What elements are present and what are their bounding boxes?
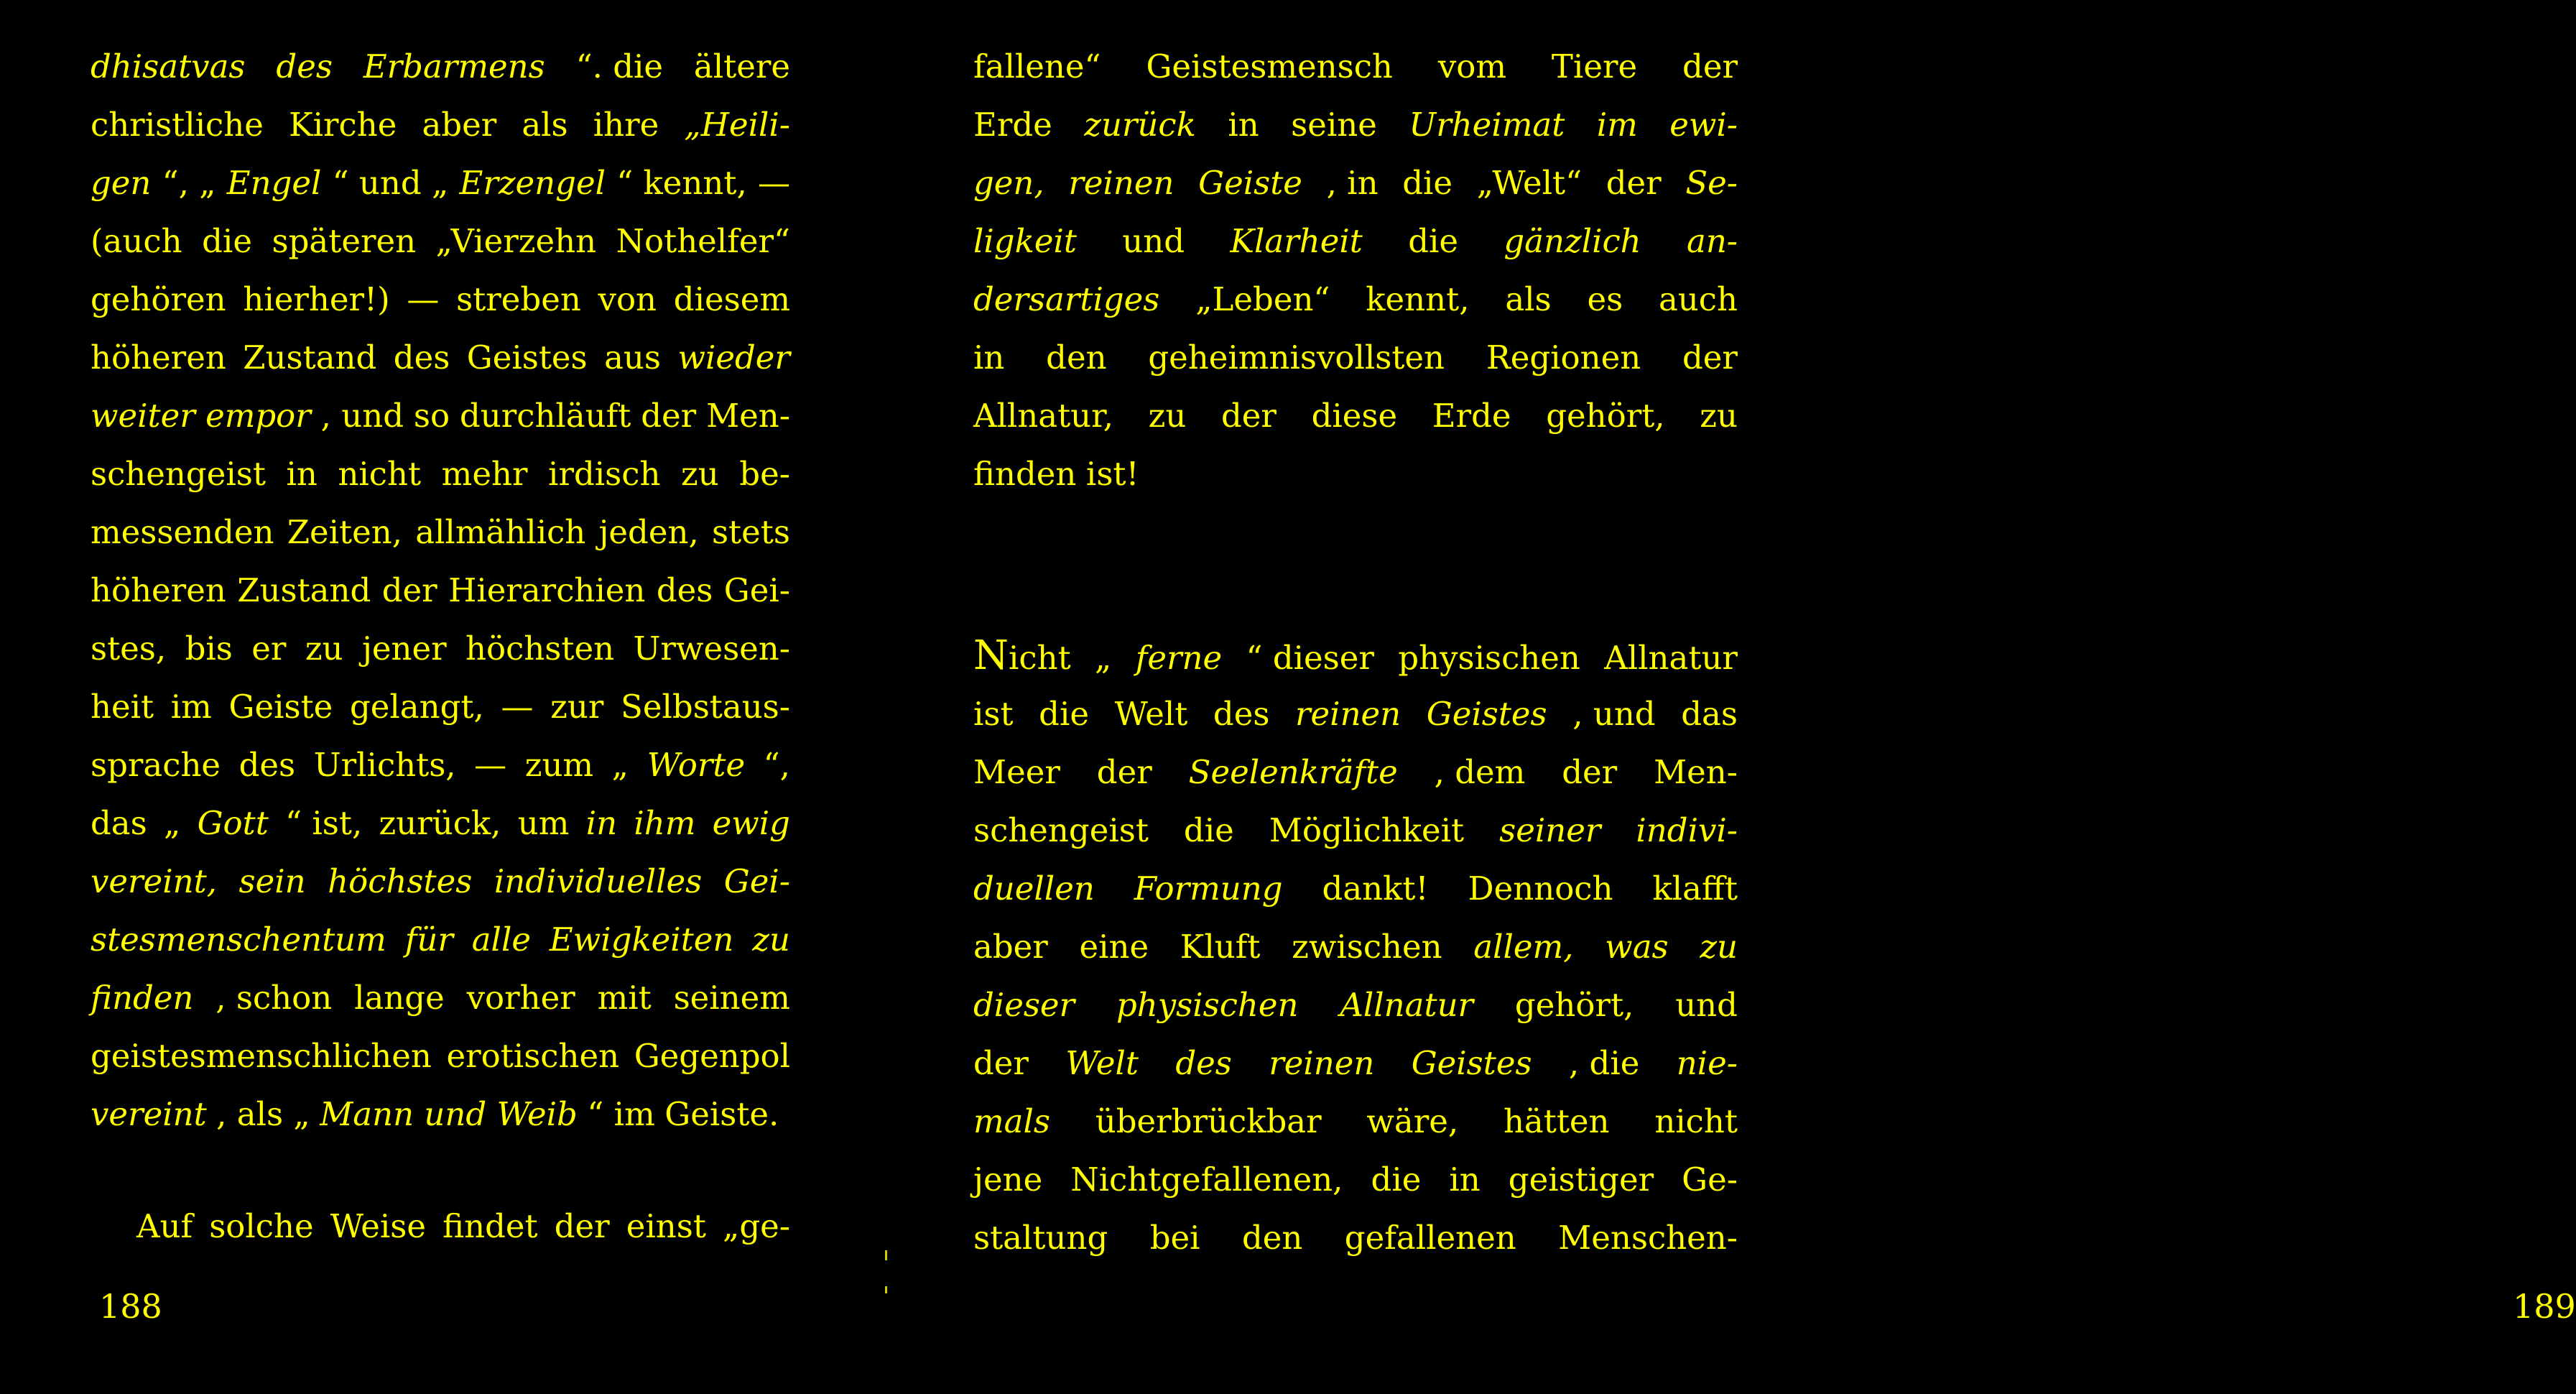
line-text: die	[1402, 164, 1453, 202]
line-text: , die	[1568, 1044, 1640, 1082]
line-text: in	[1228, 106, 1259, 144]
line-text: überbrückbar	[1095, 1102, 1322, 1140]
line-text: zwischen	[1292, 928, 1442, 966]
line-text: zu	[1148, 397, 1187, 435]
line-text: in	[585, 804, 618, 842]
gutter-mark	[885, 1286, 887, 1293]
line-text: des	[276, 47, 333, 86]
line-text: Meer	[973, 753, 1060, 791]
line-text: vereint,	[91, 862, 217, 900]
line-text: der	[1562, 753, 1618, 791]
line-text: aber	[973, 928, 1048, 966]
line-text: das	[91, 804, 147, 842]
line-text: ewi-	[1669, 106, 1738, 144]
line-text: Allnatur,	[973, 397, 1114, 435]
text-line	[973, 37, 1738, 96]
line-text: jene	[973, 1160, 1043, 1199]
line-text: Zustand	[237, 571, 371, 609]
line-text: höheren	[91, 571, 226, 609]
line-text: reinen	[1068, 164, 1175, 202]
line-text: lange	[354, 979, 445, 1017]
paragraph-end-line	[91, 1085, 790, 1143]
line-text: physischen	[1398, 639, 1580, 677]
line-text: irdisch	[548, 455, 661, 493]
line-text: nicht	[338, 455, 422, 493]
line-text: “,	[763, 746, 790, 784]
line-text: finden	[91, 979, 194, 1017]
line-text: Regionen	[1486, 338, 1641, 377]
line-text: Worte	[647, 746, 746, 784]
line-text: er	[251, 629, 287, 668]
paragraph-start-line	[91, 1197, 790, 1255]
line-text: ihm	[634, 804, 696, 842]
line-text: geistesmenschlichen	[91, 1037, 432, 1075]
line-text: Welt	[1065, 1044, 1139, 1082]
line-text: weiter empor	[91, 397, 311, 435]
line-text: Geistes	[466, 338, 588, 377]
line-text: „	[164, 804, 181, 842]
line-text: “ ist,	[285, 804, 363, 842]
line-text: Menschen-	[1558, 1219, 1738, 1257]
line-text: der	[1220, 397, 1277, 435]
line-text: sein	[238, 862, 306, 900]
line-text: Gegenpol	[634, 1037, 790, 1075]
line-text: höchsten	[465, 629, 615, 668]
line-text: stets	[711, 513, 790, 551]
line-text: Weise	[330, 1207, 427, 1245]
text-line	[973, 1209, 1738, 1267]
text-line	[973, 387, 1738, 445]
line-text: höchstes	[328, 862, 473, 900]
text-line	[973, 685, 1738, 743]
text-line	[973, 743, 1738, 801]
line-text: Klarheit	[1230, 222, 1363, 260]
line-text: finden	[973, 455, 1077, 493]
line-text: Erde	[973, 106, 1052, 144]
line-text: Men-	[706, 397, 790, 435]
line-text: gehören	[91, 280, 226, 318]
line-text: wieder	[677, 338, 790, 377]
line-text: zum	[524, 746, 594, 784]
line-text: späteren	[272, 222, 417, 260]
line-text: “ dieser	[1246, 639, 1374, 677]
line-text: den	[1046, 338, 1107, 377]
line-text: zu	[1700, 928, 1738, 966]
line-text: zurück,	[379, 804, 501, 842]
line-text: die	[202, 222, 252, 260]
text-line	[973, 96, 1738, 154]
line-text: Erbarmens	[363, 47, 545, 86]
line-text: gehört,	[1546, 397, 1665, 435]
line-text: dersartiges	[973, 280, 1160, 318]
line-text: Ewigkeiten	[549, 920, 734, 959]
left-page-text	[91, 37, 790, 1255]
line-text: im	[170, 688, 212, 726]
line-text: die	[1371, 1160, 1422, 1199]
line-text: „Welt“	[1476, 164, 1583, 202]
line-text: die	[1039, 695, 1090, 733]
line-text: —	[757, 164, 790, 202]
text-line	[91, 387, 790, 445]
line-text: das	[1681, 695, 1738, 733]
line-text: bei	[1149, 1219, 1200, 1257]
line-text: „	[1095, 639, 1112, 677]
line-text: gänzlich	[1504, 222, 1641, 260]
line-text: ligkeit	[973, 222, 1077, 260]
line-text: zurück	[1084, 106, 1196, 144]
line-text: Gei-	[723, 571, 790, 609]
text-line	[91, 794, 790, 852]
line-text: Allnatur	[1340, 986, 1474, 1024]
line-text: , dem	[1434, 753, 1526, 791]
text-line	[91, 154, 790, 212]
line-text: heit	[91, 688, 154, 726]
line-text: Selbstaus-	[621, 688, 790, 726]
line-text: messenden	[91, 513, 274, 551]
line-text: Kluft	[1180, 928, 1261, 966]
line-text: an-	[1686, 222, 1738, 260]
line-text: Geiste	[1198, 164, 1302, 202]
line-text: seine	[1291, 106, 1377, 144]
line-text: erotischen	[446, 1037, 620, 1075]
line-text: der	[1682, 338, 1738, 377]
line-text: „Heili-	[684, 106, 790, 144]
line-text: , als „	[216, 1095, 310, 1133]
line-text: Seelenkräfte	[1188, 753, 1398, 791]
line-text: Urheimat	[1409, 106, 1565, 144]
line-text: “ im	[587, 1095, 655, 1133]
line-text: reinen	[1269, 1044, 1375, 1082]
line-text: Geiste	[228, 688, 333, 726]
page-number-left: 188	[99, 1287, 162, 1326]
line-text: dieser	[973, 986, 1075, 1024]
text-line	[973, 328, 1738, 387]
line-text: klafft	[1652, 869, 1738, 908]
line-text: die	[1183, 811, 1234, 849]
line-text: zur	[550, 688, 604, 726]
line-text: nicht	[1654, 1102, 1738, 1140]
line-text: mit	[597, 979, 652, 1017]
line-text: , in	[1326, 164, 1379, 202]
line-text: fallene“	[973, 47, 1101, 86]
line-text: ferne	[1135, 639, 1223, 677]
line-text: im	[1596, 106, 1638, 144]
text-line	[91, 561, 790, 619]
text-line	[91, 445, 790, 503]
line-text: Engel	[226, 164, 322, 202]
line-text: Nothelfer“	[616, 222, 790, 260]
line-text: von	[598, 280, 657, 318]
line-text: des	[1213, 695, 1270, 733]
line-text: reinen	[1295, 695, 1401, 733]
line-text: duellen	[973, 869, 1095, 908]
line-text: „	[611, 746, 629, 784]
line-text: gen,	[973, 164, 1044, 202]
line-text: als	[1505, 280, 1552, 318]
text-line	[91, 503, 790, 561]
line-text: stes,	[91, 629, 167, 668]
line-text: allmählich	[415, 513, 586, 551]
line-text: „Vierzehn	[435, 222, 597, 260]
line-text: eine	[1079, 928, 1149, 966]
line-text: der	[641, 397, 697, 435]
line-text: Nicht	[973, 632, 1071, 679]
line-text: Urlichts,	[313, 746, 456, 784]
text-line	[973, 212, 1738, 270]
line-text: die	[1408, 222, 1459, 260]
line-text: Tiere	[1551, 47, 1638, 86]
line-text: diesem	[673, 280, 790, 318]
line-text: zu	[1700, 397, 1738, 435]
line-text: —	[501, 688, 534, 726]
line-text: —	[474, 746, 507, 784]
text-line	[91, 852, 790, 910]
line-text: dankt!	[1322, 869, 1429, 908]
line-text: und	[1675, 986, 1738, 1024]
text-line	[91, 969, 790, 1027]
text-line	[973, 154, 1738, 212]
line-text: zu	[681, 455, 719, 493]
line-text: den	[1241, 1219, 1303, 1257]
line-text: durchläuft	[459, 397, 631, 435]
line-text: einst	[626, 1207, 706, 1245]
line-text: mals	[973, 1102, 1050, 1140]
line-text: Geiste.	[664, 1095, 779, 1133]
line-text: in	[286, 455, 318, 493]
text-line	[91, 619, 790, 678]
line-text: gefallenen	[1344, 1219, 1516, 1257]
line-text: bis	[185, 629, 233, 668]
text-line	[973, 1150, 1738, 1209]
line-text: vorher	[466, 979, 575, 1017]
line-text: was	[1605, 928, 1669, 966]
line-text: hierher!)	[243, 280, 390, 318]
line-text: es	[1587, 280, 1623, 318]
line-text: mehr	[441, 455, 528, 493]
text-line	[91, 1027, 790, 1085]
text-line	[973, 859, 1738, 918]
line-text: des	[238, 746, 296, 784]
line-text: des	[656, 571, 713, 609]
line-text: sprache	[91, 746, 221, 784]
paragraph-gap	[91, 1143, 790, 1197]
line-text: für	[404, 920, 453, 959]
line-text: physischen	[1116, 986, 1299, 1024]
line-text: in	[973, 338, 1005, 377]
text-line	[91, 736, 790, 794]
line-text: stesmenschentum	[91, 920, 386, 959]
line-text: der	[381, 571, 437, 609]
line-text: be-	[739, 455, 790, 493]
line-text: Hierarchien	[448, 571, 646, 609]
line-text: ist	[973, 695, 1014, 733]
text-line	[973, 1034, 1738, 1092]
text-line	[91, 328, 790, 387]
line-text: als	[522, 106, 568, 144]
line-text: aus	[604, 338, 661, 377]
line-text: “. die	[575, 47, 664, 86]
line-text: zu	[305, 629, 343, 668]
line-text: Erzengel	[459, 164, 606, 202]
paragraph-start-line	[973, 627, 1738, 685]
line-text: des	[393, 338, 450, 377]
text-line	[973, 976, 1738, 1034]
line-text: kennt,	[1366, 280, 1470, 318]
line-text: so	[413, 397, 450, 435]
line-text: höheren	[91, 338, 226, 377]
line-text: Gei-	[723, 862, 790, 900]
line-text: gen	[91, 164, 152, 202]
line-text: auch	[1658, 280, 1738, 318]
line-text: des	[1175, 1044, 1232, 1082]
line-text: “ kennt,	[616, 164, 747, 202]
line-text: streben	[456, 280, 581, 318]
line-text: um	[517, 804, 570, 842]
line-text: der	[554, 1207, 610, 1245]
line-text: jener	[361, 629, 447, 668]
line-text: “ und „	[332, 164, 449, 202]
text-line	[973, 801, 1738, 859]
line-text: individuelles	[494, 862, 703, 900]
line-text: gelangt,	[349, 688, 484, 726]
right-page-text	[973, 37, 1738, 1267]
line-text: seinem	[673, 979, 790, 1017]
line-text: alle	[471, 920, 531, 959]
line-text: —	[407, 280, 440, 318]
left-page	[0, 0, 898, 1394]
line-text: Erde	[1432, 397, 1511, 435]
line-text: Kirche	[288, 106, 397, 144]
line-text: zu	[752, 920, 790, 959]
line-text: ältere	[693, 47, 790, 86]
line-text: “, „	[162, 164, 216, 202]
line-text: und	[1122, 222, 1185, 260]
line-text: Men-	[1654, 753, 1738, 791]
line-text: Auf	[136, 1207, 193, 1245]
text-line	[91, 910, 790, 969]
line-text: Zeiten,	[287, 513, 403, 551]
line-text: Allnatur	[1604, 639, 1738, 677]
line-text: solche	[209, 1207, 314, 1245]
text-line	[91, 37, 790, 96]
line-text: Nichtgefallenen,	[1070, 1160, 1343, 1199]
line-text: Formung	[1134, 869, 1283, 908]
line-text: christliche	[91, 106, 264, 144]
line-text: der	[973, 1044, 1029, 1082]
line-text: indivi-	[1636, 811, 1738, 849]
line-text: schengeist	[91, 455, 266, 493]
right-page	[898, 0, 2576, 1394]
line-text: staltung	[973, 1219, 1108, 1257]
line-text: der	[1096, 753, 1152, 791]
line-text: der	[1606, 164, 1662, 202]
line-text: Mann und Weib	[320, 1095, 578, 1133]
gutter-mark	[885, 1250, 887, 1260]
line-text: Se-	[1685, 164, 1738, 202]
line-text: Welt	[1114, 695, 1188, 733]
line-text: in	[1449, 1160, 1481, 1199]
line-text: geheimnisvollsten	[1148, 338, 1445, 377]
line-text: allem,	[1473, 928, 1574, 966]
line-text: , und	[1572, 695, 1656, 733]
line-text: ewig	[712, 804, 790, 842]
line-text: ihre	[593, 106, 659, 144]
line-text: aber	[422, 106, 497, 144]
line-text: gehört,	[1514, 986, 1634, 1024]
line-text: jeden,	[598, 513, 699, 551]
paragraph-end-line	[973, 445, 1738, 503]
text-line	[973, 1092, 1738, 1150]
line-text: der	[1682, 47, 1738, 86]
line-text: (auch	[91, 222, 182, 260]
text-line	[91, 270, 790, 328]
line-text: Ge-	[1682, 1160, 1738, 1199]
text-line	[91, 96, 790, 154]
line-text: seiner	[1499, 811, 1601, 849]
line-text: „Leben“	[1195, 280, 1330, 318]
line-text: , schon	[216, 979, 333, 1017]
line-text: schengeist	[973, 811, 1149, 849]
text-line	[973, 270, 1738, 328]
line-text: vereint	[91, 1095, 207, 1133]
line-text: dhisatvas	[91, 47, 246, 86]
line-text: Zustand	[243, 338, 377, 377]
line-text: Urwesen-	[633, 629, 790, 668]
line-text: Geistesmensch	[1146, 47, 1393, 86]
text-line	[91, 212, 790, 270]
page-number-right: 189	[2513, 1287, 2576, 1326]
line-text: vom	[1437, 47, 1506, 86]
line-text: Geistes	[1426, 695, 1547, 733]
line-text: Möglichkeit	[1269, 811, 1465, 849]
text-line	[91, 678, 790, 736]
line-text: , und	[320, 397, 404, 435]
line-text: Geistes	[1411, 1044, 1532, 1082]
line-text: Gott	[197, 804, 269, 842]
line-text: „ge-	[723, 1207, 790, 1245]
line-text: ist!	[1085, 455, 1139, 493]
line-text: wäre,	[1366, 1102, 1459, 1140]
paragraph-gap	[973, 503, 1738, 627]
text-line	[973, 918, 1738, 976]
line-text: nie-	[1676, 1044, 1738, 1082]
line-text: hätten	[1503, 1102, 1610, 1140]
line-text: geistiger	[1508, 1160, 1654, 1199]
line-text: Dennoch	[1468, 869, 1613, 908]
line-text: diese	[1311, 397, 1398, 435]
line-text: findet	[443, 1207, 538, 1245]
